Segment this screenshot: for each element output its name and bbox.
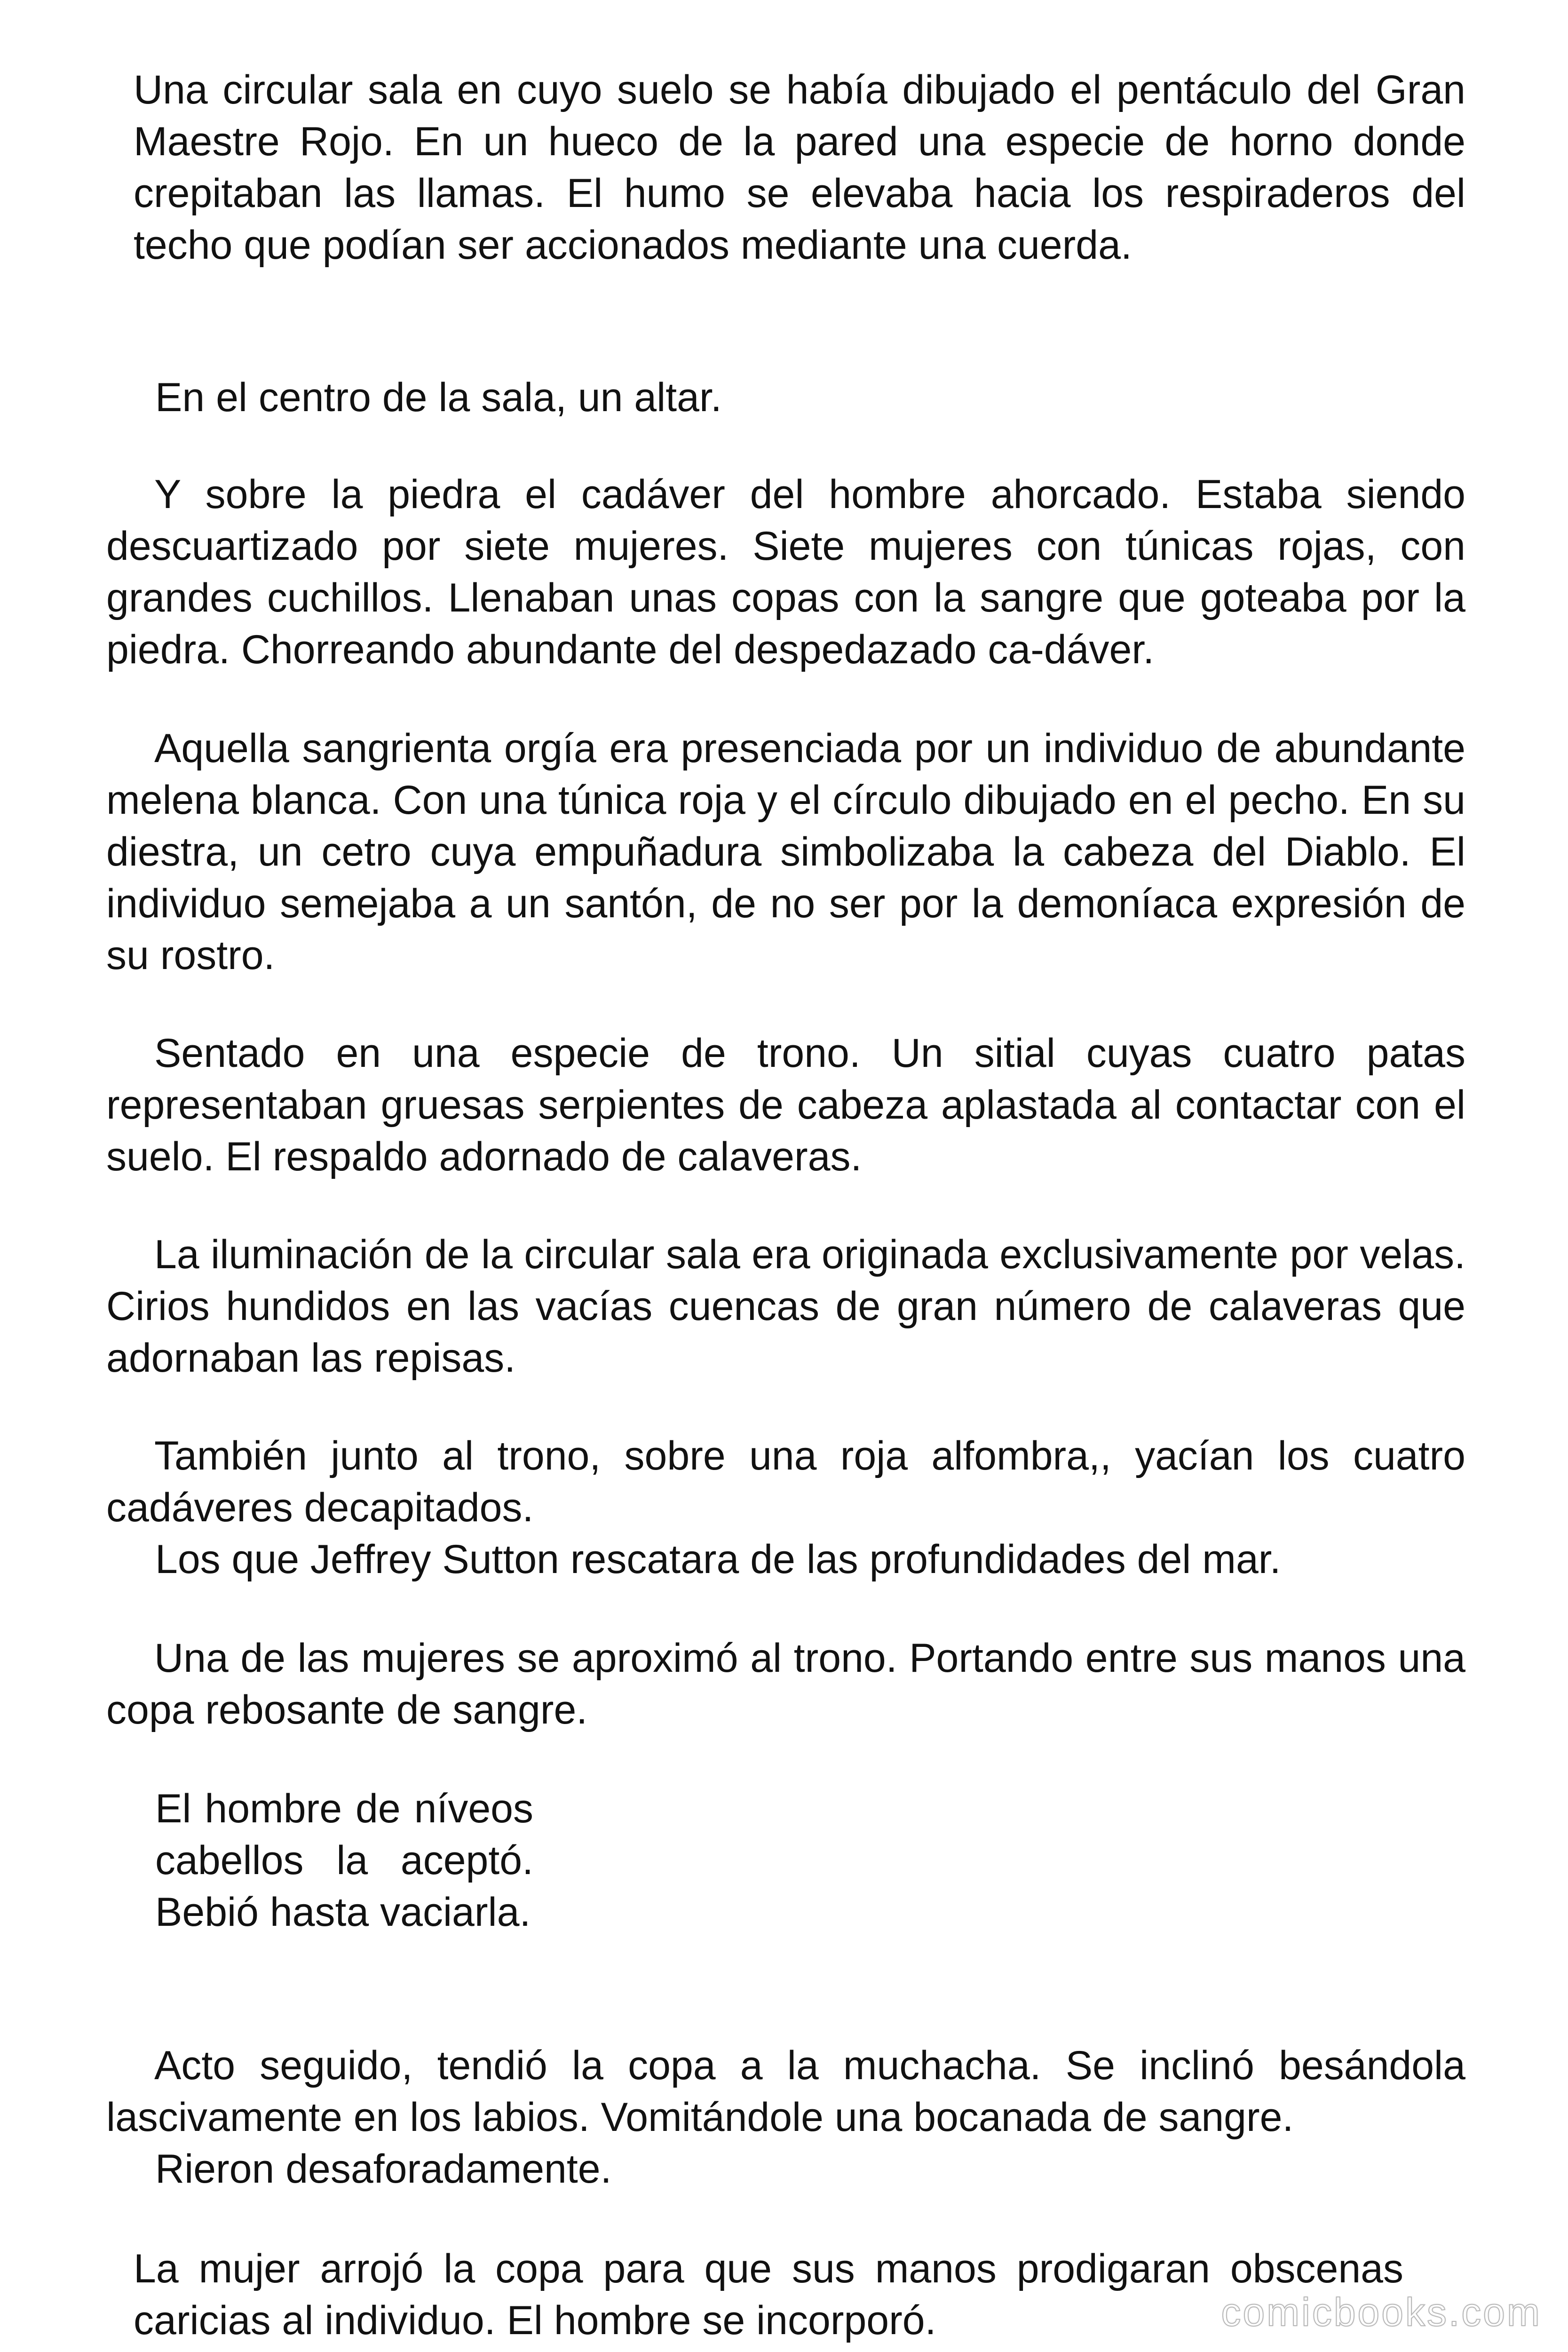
paragraph-circular-room: Una circular sala en cuyo suelo se había dibujado el pentáculo del Gran Maestre Rojo. En un hueco de la pared una especie de horno donde crepitaban las llamas. El humo se elevaba hacia los respiraderos del techo que podían ser accionados mediante una cuerda. — [134, 67, 1465, 268]
paragraph-altar: En el centro de la sala, un altar. — [155, 375, 722, 420]
paragraph-candles: La iluminación de la circular sala era originada exclusivamente por velas. Cirios hundidos en las vacías cuencas de gran número de calaveras que adornaban las repisas. — [106, 1232, 1465, 1381]
paragraph-cup-of-blood: Una de las mujeres se aproximó al trono. Portando entre sus manos una copa rebosante de sangre. — [106, 1636, 1465, 1732]
paragraph-accepted-cup: El hombre de níveos cabellos la aceptó. Bebió hasta vaciarla. — [155, 1786, 533, 1935]
paragraph-final: La mujer arrojó la copa para que sus manos prodigaran obscenas caricias al individuo. El hombre se incorporó. — [134, 2246, 1403, 2343]
paragraph-kiss: Acto seguido, tendió la copa a la muchacha. Se inclinó besándola lascivamente en los labios. Vomitándole una bocanada de sangre. — [106, 2043, 1465, 2140]
paragraph-laughter: Rieron desaforadamente. — [155, 2146, 612, 2192]
paragraph-bloody-orgy: Aquella sangrienta orgía era presenciada por un individuo de abundante melena blanca. Con una túnica roja y el círculo dibujado en el pecho. En su diestra, un cetro cuya empuñadura simbolizaba la cabeza del Diablo. El individuo semejaba a un santón, de no ser por la demoníaca expresión de su rostro. — [106, 726, 1465, 978]
paragraph-hanged-man: Y sobre la piedra el cadáver del hombre ahorcado. Estaba siendo descuartizado por siete mujeres. Siete mujeres con túnicas rojas, con grandes cuchillos. Llenaban unas copas con la sangre que goteaba por la piedra. Chorreando abundante del despedazado ca-dáver. — [106, 472, 1465, 672]
watermark: comicbooks.com — [1221, 2290, 1542, 2334]
paragraph-jeffrey-sutton: Los que Jeffrey Sutton rescatara de las profundidades del mar. — [155, 1537, 1281, 1582]
paragraph-corpses: También junto al trono, sobre una roja alfombra,, yacían los cuatro cadáveres decapitados. — [106, 1433, 1465, 1530]
paragraph-throne: Sentado en una especie de trono. Un sitial cuyas cuatro patas representaban gruesas serpientes de cabeza aplastada al contactar con el suelo. El respaldo adornado de calaveras. — [106, 1031, 1465, 1179]
